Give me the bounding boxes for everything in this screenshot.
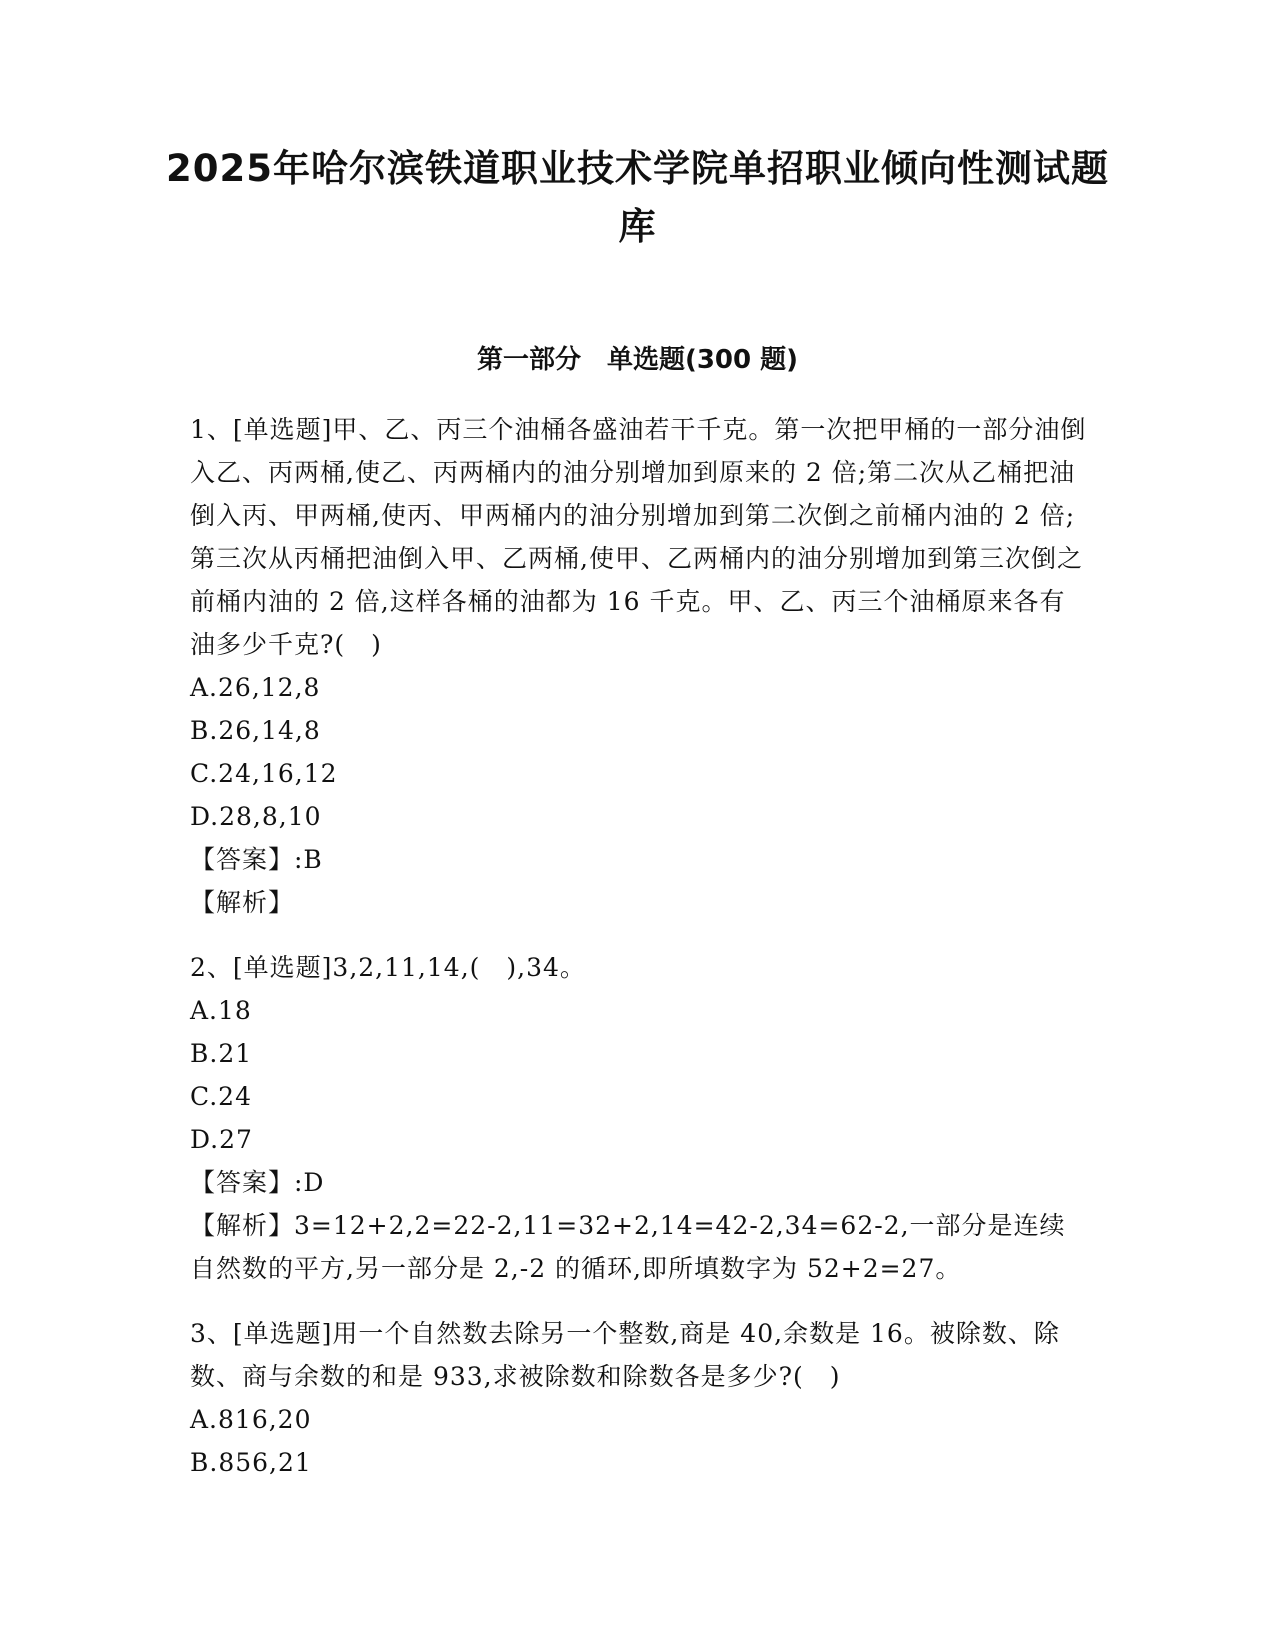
answer-line: 【答案】:B [190,845,323,874]
option-a: A.26,12,8 [190,673,321,702]
question-item-1 [190,408,1090,924]
analysis-line: 【解析】 [190,888,295,917]
option-c: C.24,16,12 [190,759,338,788]
option-c: C.24 [190,1082,252,1111]
document-title: 2025年哈尔滨铁道职业技术学院单招职业倾向性测试题库 [166,147,1109,248]
question-item-3 [190,1312,1090,1484]
question-stem: 1、[单选题]甲、乙、丙三个油桶各盛油若干千克。第一次把甲桶的一部分油倒入乙、丙两桶,使乙、丙两桶内的油分别增加到原来的 2 倍;第二次从乙桶把油倒入丙、甲两桶,使丙、甲两桶内的油分别增加到第二次倒之前桶内油的 2 倍;第三次从丙桶把油倒入甲、乙两桶,使甲、乙两桶内的油分别增加到第三次倒之前桶内油的 2 倍,这样各桶的油都为 16 千克。甲、乙、丙三个油桶原来各有油多少千克?( ) [190,415,1087,659]
section-heading: 第一部分 单选题(300 题) [476,345,799,375]
option-a: A.816,20 [190,1405,312,1434]
option-a: A.18 [190,996,252,1025]
answer-line: 【答案】:D [190,1168,325,1197]
option-d: D.27 [190,1125,253,1154]
option-b: B.21 [190,1039,253,1068]
question-stem: 2、[单选题]3,2,11,14,( ),34。 [190,953,586,982]
option-b: B.856,21 [190,1448,312,1477]
analysis-line: 【解析】3=12+2,2=22-2,11=32+2,14=42-2,34=62-2,一部分是连续自然数的平方,另一部分是 2,-2 的循环,即所填数字为 52+2=27。 [190,1211,1066,1283]
question-item-2 [190,946,1090,1290]
option-d: D.28,8,10 [190,802,322,831]
option-b: B.26,14,8 [190,716,321,745]
question-stem: 3、[单选题]用一个自然数去除另一个整数,商是 40,余数是 16。被除数、除数、商与余数的和是 933,求被除数和除数各是多少?( ) [190,1319,1060,1391]
question-list [190,408,1090,1506]
